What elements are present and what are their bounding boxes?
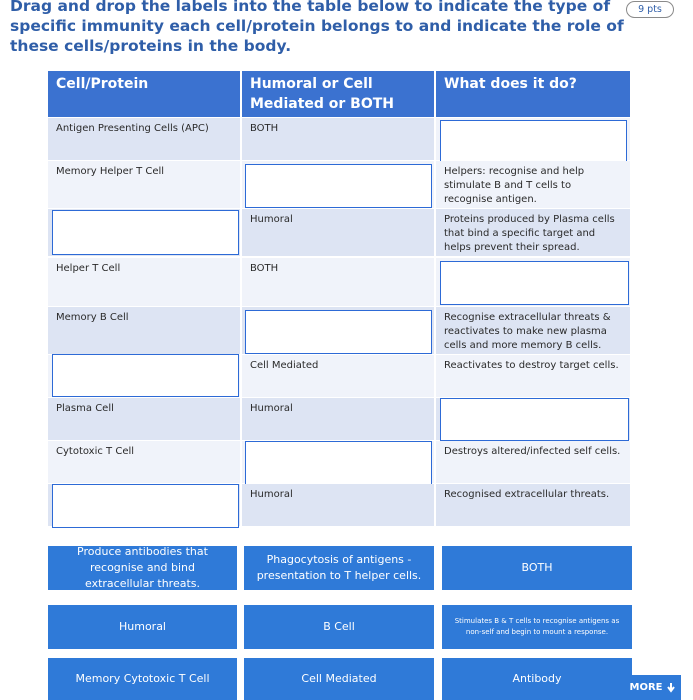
table-cell: Memory Helper T Cell: [48, 161, 240, 208]
table-cell: Memory B Cell: [48, 307, 240, 354]
header-cell-protein: Cell/Protein: [48, 71, 240, 117]
drop-zone-role[interactable]: [440, 120, 627, 163]
drag-label[interactable]: Produce antibodies that recognise and bind extracellular threats.: [48, 546, 237, 590]
drag-label[interactable]: Humoral: [48, 605, 237, 649]
points-badge: 9 pts: [626, 1, 674, 18]
arrow-down-icon: [667, 683, 675, 693]
more-button[interactable]: [624, 675, 681, 700]
drag-label[interactable]: B Cell: [244, 605, 434, 649]
table-cell: Cytotoxic T Cell: [48, 441, 240, 483]
table-cell: Recognise extracellular threats & reactivates to make new plasma cells and more memory B cells.: [436, 307, 630, 354]
table-cell: Proteins produced by Plasma cells that bind a specific target and helps prevent their spread.: [436, 209, 630, 256]
drop-zone-type[interactable]: [245, 164, 432, 208]
table-cell: Destroys altered/infected self cells.: [436, 441, 630, 483]
table-cell: BOTH: [242, 118, 434, 160]
drag-label[interactable]: Antibody: [442, 658, 632, 700]
table-cell: Plasma Cell: [48, 398, 240, 440]
drag-label[interactable]: Memory Cytotoxic T Cell: [48, 658, 237, 700]
drop-zone-role[interactable]: [440, 398, 629, 441]
drag-label[interactable]: BOTH: [442, 546, 632, 590]
drag-label[interactable]: Cell Mediated: [244, 658, 434, 700]
table-cell: Helpers: recognise and help stimulate B and T cells to recognise antigen.: [436, 161, 630, 208]
table-cell: Humoral: [242, 209, 434, 256]
drop-zone-cell[interactable]: [52, 354, 239, 397]
header-role: What does it do?: [436, 71, 630, 117]
table-cell: Reactivates to destroy target cells.: [436, 355, 630, 397]
drop-zone-type[interactable]: [245, 310, 432, 354]
table-cell: Antigen Presenting Cells (APC): [48, 118, 240, 160]
drag-label[interactable]: Stimulates B & T cells to recognise antigens as non-self and begin to mount a response.: [442, 605, 632, 649]
drop-zone-type[interactable]: [245, 441, 432, 485]
drop-zone-role[interactable]: [440, 261, 629, 305]
table-cell: Humoral: [242, 484, 434, 526]
drop-zone-cell[interactable]: [52, 484, 239, 528]
table-cell: Helper T Cell: [48, 258, 240, 306]
table-cell: Humoral: [242, 398, 434, 440]
question-text: Drag and drop the labels into the table below to indicate the type of specific immunity each cell/protein belongs to and indicate the role of these cells/proteins in the body.: [10, 0, 624, 55]
drop-zone-cell[interactable]: [52, 210, 239, 255]
table-cell: BOTH: [242, 258, 434, 306]
header-immunity-type: Humoral or Cell Mediated or BOTH: [242, 71, 434, 117]
more-button-label: MORE: [629, 682, 663, 693]
table-cell: Cell Mediated: [242, 355, 434, 397]
table-cell: Recognised extracellular threats.: [436, 484, 630, 526]
drag-label[interactable]: Phagocytosis of antigens - presentation to T helper cells.: [244, 546, 434, 590]
